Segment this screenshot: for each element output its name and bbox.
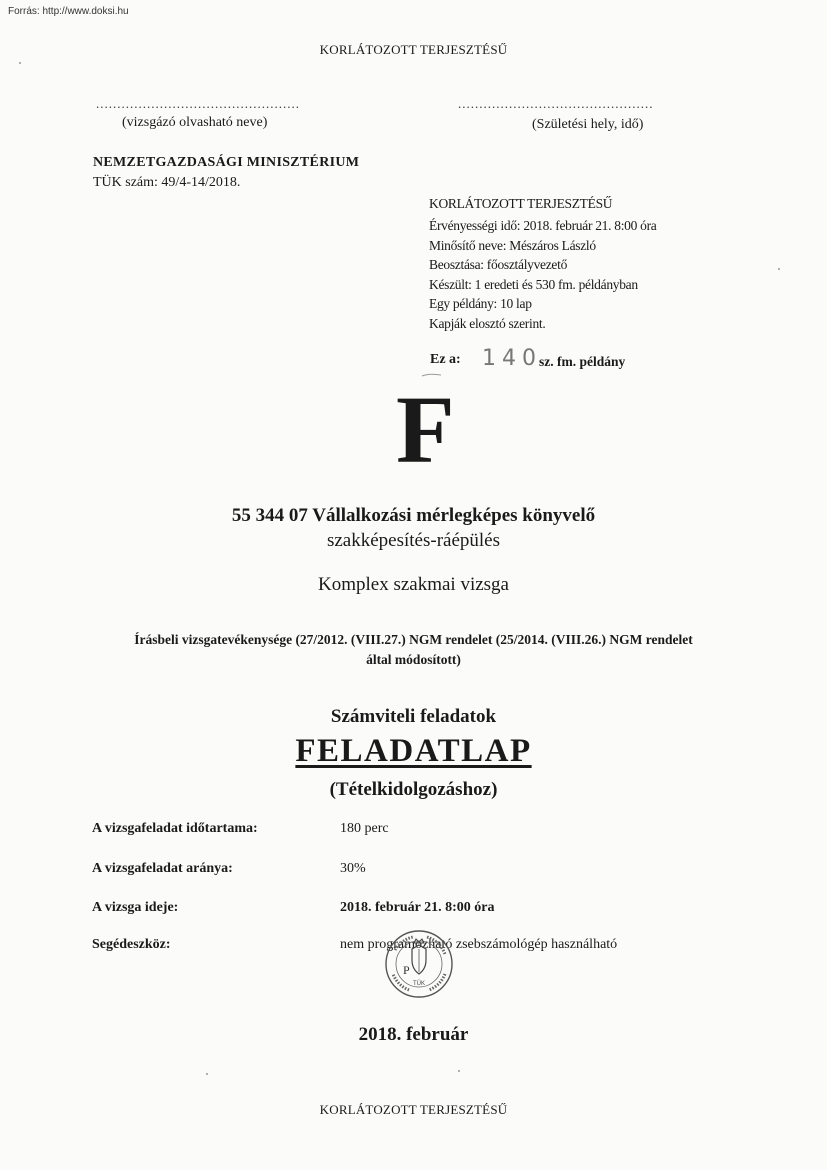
ratio-label: A vizsgafeladat aránya: <box>92 861 233 876</box>
seal-label: TÜK <box>413 981 425 987</box>
classifier-name: Minősítő neve: Mészáros László <box>429 238 596 253</box>
copy-prefix: Ez a: <box>430 352 461 367</box>
name-fill-dots: ................................................ <box>96 96 300 111</box>
variant-letter: F <box>396 376 455 483</box>
sheet-subtitle: (Tételkidolgozáshoz) <box>329 779 498 800</box>
candidate-name-label: (vizsgázó olvasható neve) <box>122 115 268 130</box>
sheet-title-text: FELADATLAP <box>295 733 532 769</box>
validity-period: Érvényességi idő: 2018. február 21. 8:00 óra <box>429 218 657 233</box>
written-regulation-line1: Írásbeli vizsgatevékenysége (27/2012. (VIII.27.) NGM rendelet (25/2014. (VIII.26.) NGM rendelet <box>134 632 693 647</box>
classifier-position: Beosztása: főosztályvezető <box>429 257 568 272</box>
restricted-footer: KORLÁTOZOTT TERJESZTÉSŰ <box>319 1102 508 1117</box>
ministry-name: NEMZETGAZDASÁGI MINISZTÉRIUM <box>93 155 360 170</box>
tuk-number: TÜK szám: 49/4-14/2018. <box>93 175 241 190</box>
classification-restricted: KORLÁTOZOTT TERJESZTÉSŰ <box>429 196 613 211</box>
tool-label: Segédeszköz: <box>92 937 171 952</box>
ministry-seal-stamp <box>383 928 455 1000</box>
exam-type: Komplex szakmai vizsga <box>317 574 509 595</box>
seal-letter-p: P <box>403 963 410 977</box>
scan-speck <box>206 1073 208 1075</box>
qualification-title: 55 344 07 Vállalkozási mérlegképes könyvelő <box>231 505 596 526</box>
scan-speck <box>458 1070 460 1072</box>
exam-date-label: A vizsga ideje: <box>92 900 179 915</box>
exam-date-value: 2018. február 21. 8:00 óra <box>340 900 495 915</box>
restricted-header: KORLÁTOZOTT TERJESZTÉSŰ <box>319 42 508 57</box>
scan-speck <box>778 268 780 270</box>
subject-title: Számviteli feladatok <box>330 706 497 727</box>
birth-fill-dots: .............................................. <box>458 96 654 111</box>
qualification-subtitle: szakképesítés-ráépülés <box>326 530 501 551</box>
sheet-title <box>0 733 827 770</box>
birth-place-label: (Születési hely, idő) <box>532 117 644 132</box>
copy-suffix: sz. fm. példány <box>539 354 626 369</box>
written-regulation-line2: által módosított) <box>366 652 461 667</box>
duration-value: 180 perc <box>340 821 389 836</box>
source-url: Forrás: http://www.doksi.hu <box>8 6 129 17</box>
ratio-value: 30% <box>340 861 366 876</box>
pages-per-copy: Egy példány: 10 lap <box>429 296 532 311</box>
recipients: Kapják elosztó szerint. <box>429 316 546 331</box>
scan-speck <box>19 62 21 64</box>
copies-made: Készült: 1 eredeti és 530 fm. példányban <box>429 277 638 292</box>
footer-date: 2018. február <box>358 1024 469 1045</box>
duration-label: A vizsgafeladat időtartama: <box>92 821 258 836</box>
tool-value: nem programozható zsebszámológép használható <box>340 937 618 952</box>
copy-number: 140 <box>482 346 542 371</box>
